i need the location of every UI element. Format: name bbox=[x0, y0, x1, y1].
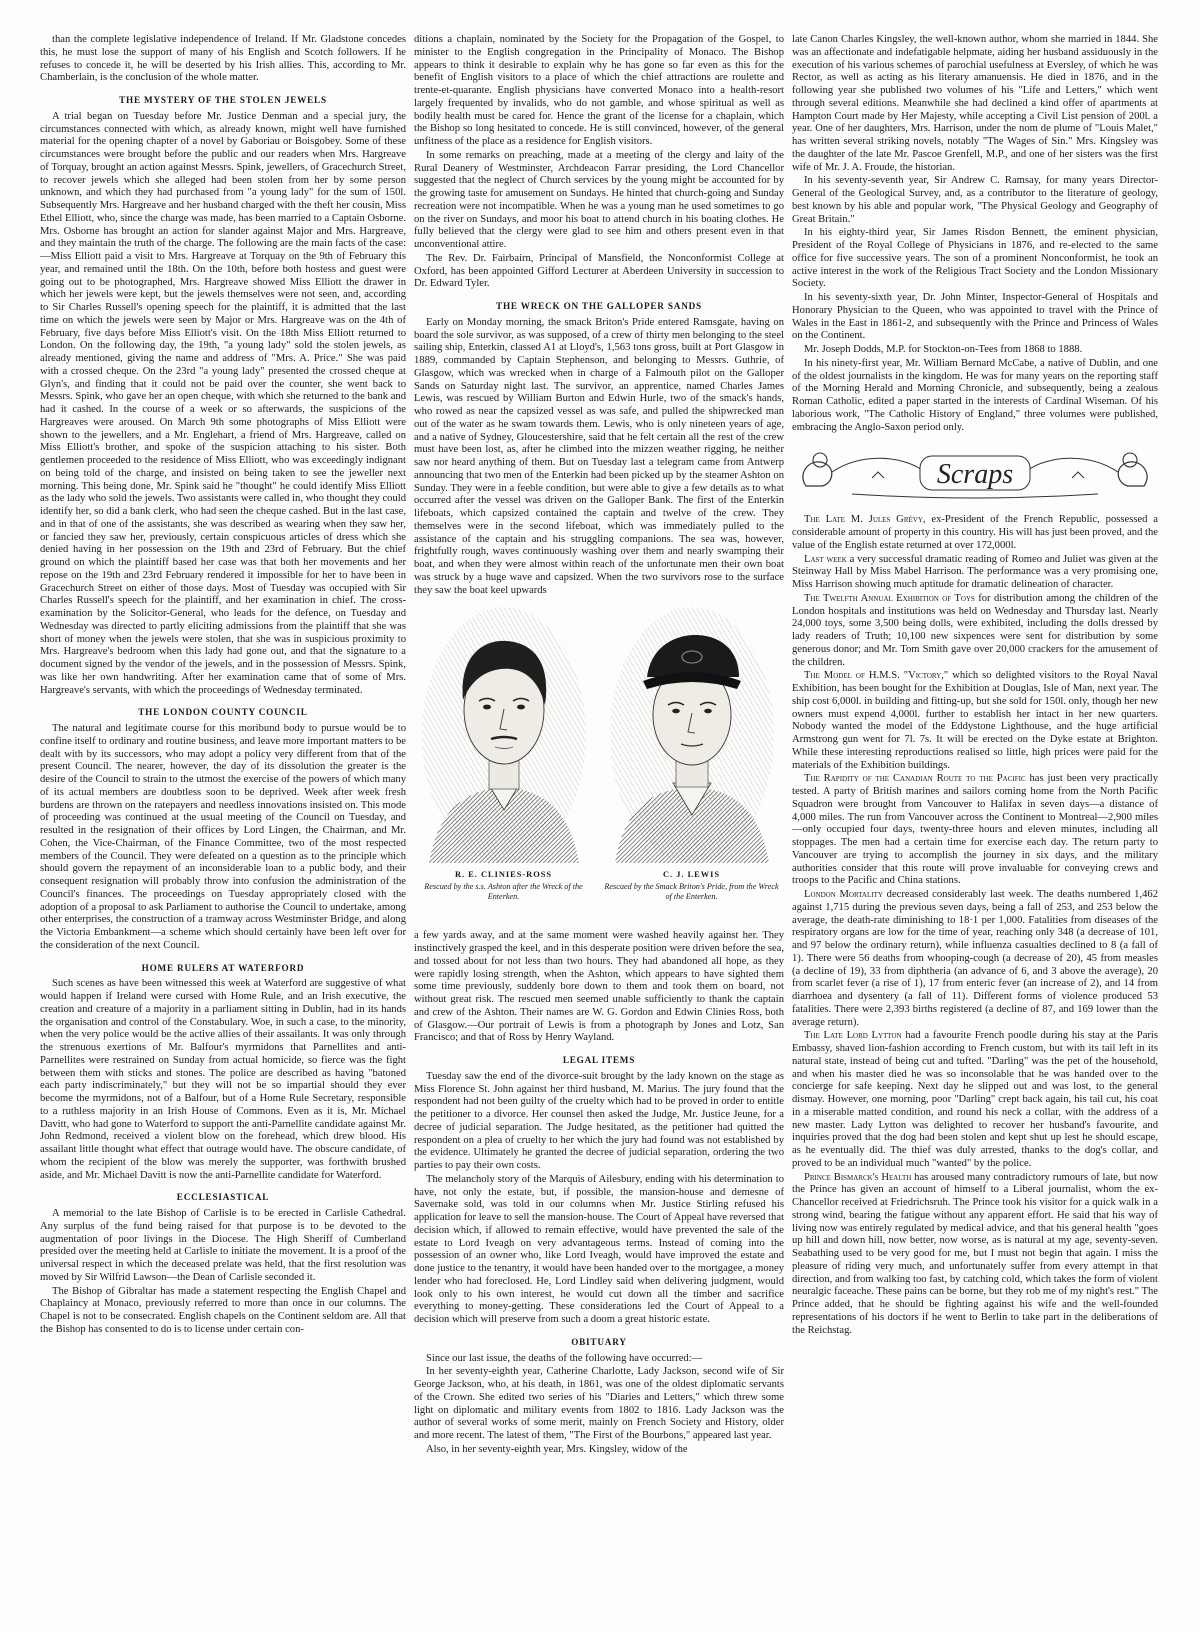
paragraph: A memorial to the late Bishop of Carlisle is to be erected in Carlisle Cathedral. Any surplus of the fund being raised for that purpose is to be devoted to the augmentation of poor livings in the Diocese. The High Sheriff of Cumberland presided over the meeting held at Carlisle to initiate the movement. It is a proof of the universal respect in which the deceased prelate was held, that the first resolution was moved by Sir Wilfrid Lawson—the Dean of Carlisle seconded it. bbox=[40, 1208, 406, 1283]
paragraph: Tuesday saw the end of the divorce-suit brought by the lady known on the stage as Miss Florence St. John against her third husband, M. Marius. The jury found that the respondent had not been guilty of the cruelty which had to be proved in order to entitle the petitioner to a divorce. Her counsel then asked the Judge, Mr. Justice Jeune, for a decree of judicial separation. The Judge hesitated, as the petitioner had quitted the respondent on a plea of cruelty to her which the jury had found was not established by the evidence. Ultimately he granted the decree of judicial separation, ordering the two parties to pay their own costs. bbox=[414, 1070, 784, 1171]
heading-ecclesiastical: ECCLESIASTICAL bbox=[176, 1192, 270, 1203]
scraps-decorative-banner bbox=[792, 442, 1158, 504]
col2-intro bbox=[414, 34, 784, 291]
scrap-item-lead: Last week bbox=[804, 553, 847, 565]
scraps-items bbox=[792, 514, 1158, 1337]
scrap-item-text: has just been very practically tested. A party of British marines and sailors coming home from the North Pacific Squadron were brought from Vancouver to Halifax in seven days—a distance of 4,000 miles. The run from Vancouver across the Continent to Montreal—2,900 miles—only occupied four days, twenty-three hours and eleven minutes, including all stoppages. The men had a certain time for exercise each day. The return party to Vancouver are trying to accomplish the journey in six days, and the military authorities consider that this route will prove invaluable for conveying crews and troops to the Pacific and China stations. bbox=[792, 773, 1158, 887]
scrap-item bbox=[792, 889, 1158, 1029]
article-home-rulers-waterford bbox=[40, 978, 406, 1182]
portrait-illustrations bbox=[414, 605, 784, 920]
paragraph: late Canon Charles Kingsley, the well-known author, whom she married in 1844. She was an affectionate and indefatigable helpmate, aiding her husband assiduously in the execution of his various schemes of parochial usefulness at Eversley, of which he was Rector, as well as acting as his literary amanuensis. He died in 1876, and in the following year she published two volumes of his "Life and Letters," which went through several editions. Meanwhile she had declined a kind offer of apartments at Hampton Court made by Her Majesty, while accepting a Civil List pension of 200l. a year. One of her daughters, Mrs. Harrison, under the nom de plume of "Louis Malet," has written several striking novels, notably "The Wages of Sin." Mrs. Kingsley was the daughter of the late Mr. Pascoe Grenfell, M.P., and one of her sisters was the first wife of Mr. J. A. Froude, the historian. bbox=[792, 34, 1158, 173]
portrait-caption-ross: Rescued by the s.s. Ashton after the Wreck of the Enterken. bbox=[424, 882, 583, 901]
scrap-item bbox=[792, 554, 1158, 592]
article-legal-items bbox=[414, 1071, 784, 1327]
paragraph: In his seventy-sixth year, Dr. John Minter, Inspector-General of Hospitals and Honorary Physician to the Queen, who was appointed to travel with the Prince of Wales in the East in 1861-2, and subsequently with the Prince and Princess of Wales on the Continent. bbox=[792, 292, 1158, 342]
paragraph: In his ninety-first year, Mr. William Bernard McCabe, a native of Dublin, and one of the oldest journalists in the kingdom. He was for many years on the reporting staff of the Morning Herald and Morning Chronicle, and subsequently, being a zealous Roman Catholic, edited a paper started in the interests of Cardinal Wiseman. Of his laborious work, "The Catholic History of England," three volumes were published, embracing the Anglo-Saxon period only. bbox=[792, 357, 1158, 433]
scrap-item-text: which so delighted visitors to the Royal Naval Exhibition, has been bought for the Exhibition at Douglas, Isle of Man, next year. The ship cost 6,000l. in building and fitting-up, but she sold for 150l. only, though her new owners must expend 4,000l. further to establish her intact in her new quarters. Nobody wanted the model of the Eddystone Lighthouse, and the huge artificial Armstrong gun went for 7l. 7s. It will be erected on the Dyke estate at Brighton. While these interesting reproductions realised so little, high prices were paid for the materials of the Exhibition buildings. bbox=[792, 670, 1158, 771]
engraving-portrait-ross bbox=[419, 605, 589, 865]
scrap-item-text: for distribution among the children of the London hospitals and institutions was held on Wednesday and Thursday last. Nearly 24,000 toys, some 3,500 being dolls, were exhibited, including the dolls dressed by lady readers of Truth; 10,100 new sixpences were sent for distribution by some generous donor; and Mr. Tom Smith gave over 20,000 crackers for the amusement of the children. bbox=[792, 592, 1158, 668]
paragraph: Early on Monday morning, the smack Briton's Pride entered Ramsgate, having on board the sole survivor, as was supposed, of a crew of thirty men belonging to the steel sailing ship, Enterkin, classed A1 at Lloyd's, 1,563 tons gross, built at Port Glasgow in 1889, commanded by Captain Stephenson, and belonging to Messrs. Guthrie, of Glasgow, which was wrecked when in charge of a Falmouth pilot on the Galloper Sands on Saturday night last. The survivor, an apprentice, named Charles James Lewis, was rescued by William Burton and Edwin Hurle, two of the smack's hands, who rowed as near the capsized vessel as was safe, and pulled the shipwrecked man out of the water as he swam towards them. Lewis, who is only nineteen years of age, and a native of Sydney, Gloucestershire, said that he felt certain all the rest of the crew must have been lost, as, after he climbed into the mizzen weather rigging, he neither saw nor heard anything of them. But on Tuesday last a telegram came from Antwerp announcing that two men of the Enterkin had been picked up by the steamer Ashton on Sunday. They were in a feeble condition, but were able to give a few details as to what occurred after the vessel was driven on the Galloper Bank. The first of the Enterkin lifeboats, which capsized contained the captain and twelve of the crew. They themselves were in the second lifeboat, which was immediately pulled to the assistance of the captain and his struggling companions. The sea was, however, frightfully rough, waves continuously washing over them and nearly swamping their boat, and when they were almost within reach of the unfortunate men their own boat was struck by a huge wave and capsized. When the two survivors rose to the surface they saw the boat keel upwards bbox=[414, 316, 784, 596]
article-wreck-continued bbox=[414, 930, 784, 1045]
paragraph: In her seventy-eighth year, Catherine Charlotte, Lady Jackson, second wife of Sir George Jackson, who, at his death, in 1861, was one of the oldest diplomatic servants of the Crown. She edited two series of his "Diaries and Letters," which threw some light on diplomatic and military events from 1802 to 1816. Lady Jackson was the author of several works of some merit, mainly on French Society and History, older and more recent. The latest of them, "The First of the Bourbons," appeared last year. bbox=[414, 1366, 784, 1441]
scrap-item-text: has aroused many contradictory rumours of late, but now the Prince has given an account of himself to a Liberal journalist, whom the ex-Chancellor received at Friedrichsruh. The Prince took his visitor for a quick walk in a strong wind, bearing the fatigue without any apparent effort. He said that his way of living now was entirely regulated by medical advice, and that his general health "goes up hill and down hill, now better, now worse, as is natural at my age, seventy-seven. Seabathing used to be very good for me, but I must not begin that again. I miss the pleasure of riding very much, and unfortunately suffer from every attempt in that direction, and from walking too fast, by catching cold, which takes the form of violent neuralgic faceache. These pains can be borne, but they rob me of my night's rest." The Prince added, that he should be fighting against his wife and the well-founded representations of his doctors if he went to Berlin to take part in the deliberations of the Reichstag. bbox=[792, 1171, 1158, 1336]
paragraph: The Rev. Dr. Fairbairn, Principal of Mansfield, the Nonconformist College at Oxford, has been appointed Gifford Lecturer at Aberdeen University in succession to Dr. Edward Tyler. bbox=[414, 252, 784, 290]
scrap-item-lead: The Twelfth Annual Exhibition of Toys bbox=[804, 592, 975, 604]
paragraph: The Bishop of Gibraltar has made a statement respecting the English Chapel and Chaplaincy at Monaco, previously referred to more than once in our columns. The Chapel is not to be consecrated. English chapels on the Continent seldom are. All that the Bishop has consented to do is to license under certain con- bbox=[40, 1285, 406, 1335]
article-wreck-galloper bbox=[414, 317, 784, 598]
paragraph: Such scenes as have been witnessed this week at Waterford are suggestive of what would happen if Ireland were cursed with Home Rule, and an Irish executive, the creation and creature of a majority in a parliament sitting in Dublin, had in its hands the organisation and control of the Constabulary. Woe, in such a case, to the minority, when the very police would be the active allies of their assailants. It was only through the strenuous exertions of Mr. Balfour's myrmidons that Parnellites and anti-Parnellites were restrained on Sunday from actual homicide, so fierce was the fight between them with sticks and stones. The police are described as having "batoned each party indiscriminately," but they will not be so impartial should they ever become the myrmidons, not of a Balfour, but of a Home Rule Secretary, responsible to a ruthless majority in an Irish House of Commons. Even as it is, Mr. Michael Davitt, who had gone to Waterford to support the anti-Parnellite candidate against Mr. John Redmond, received a violent blow on the forehead, which drew blood. His assailant little thought what effect that outrage would have. The obscure candidate, of whom the recipient of the blow was merely the supporter, was forthwith brushed aside, and Mr. Michael Davitt is now the anti-Parnellite candidate for Waterford. bbox=[40, 978, 406, 1181]
engraving-portrait-lewis bbox=[607, 605, 777, 865]
article-ecclesiastical bbox=[40, 1208, 406, 1337]
scrap-item bbox=[792, 514, 1158, 552]
paragraph: a few yards away, and at the same moment were washed heavily against her. They instinctively grasped the keel, and in this desperate position were driven before the sea, and tossed about for not less than two hours. They had abandoned all hope, as they were rapidly losing strength, when the Ashton, which appears to have sighted them some time previously, suddenly bore down to them and took them on board, not without great risk. The rescued men seemed unable sufficiently to thank the captain and crew of the Ashton. Their names are W. G. Gordon and Edwin Clinies Ross, both of Glasgow.—Our portrait of Lewis is from a photograph by Jones and Lotz, San Francisco; and that of Ross by Henry Wayland. bbox=[414, 930, 784, 1044]
scrap-item-lead: Prince Bismarck's Health bbox=[804, 1171, 912, 1183]
paragraph: Mr. Joseph Dodds, M.P. for Stockton-on-Tees from 1868 to 1888. bbox=[804, 344, 1083, 355]
paragraph: than the complete legislative independence of Ireland. If Mr. Gladstone concedes this, he must lose the support of many of his English and Scotch followers. If he refuses to concede it, he will be deserted by his Irish allies. This, according to Mr. Chamberlain, is the conclusion of the whole matter. bbox=[40, 34, 406, 84]
scrap-item-lead: The Model of H.M.S. "Victory," bbox=[804, 670, 949, 682]
heading-london-county-council: THE LONDON COUNTY COUNCIL bbox=[138, 707, 308, 718]
paragraph: The natural and legitimate course for this moribund body to pursue would be to confine itself to ordinary and routine business, and leave more important matters to be dealt with by its successors, who may adopt a policy very different from that of the present Council. The nearer, however, the day of its dissolution the greater is the desire of the Council to strain to the utmost the exercise of the powers of which many of its actual members are doubtless soon to be deprived. Week after week fresh burdens are thrown on the ratepayers and needless innovations insisted on. This mode of proceeding was continued at the usual meeting of the Council on Tuesday, and resulted in the resignation of their offices by Lord Lingen, the Chairman, and Mr. Cohen, the Vice-Chairman, of the Finance Committee, two of the most respected members of the Council. They were defeated on a question as to the principle which should govern the repayment of an inconsiderable loan to a public body, and their consequent resignation will probably throw into confusion the administration of the Council's finances. The proceedings on Tuesday appropriately closed with the adoption of a proposal to ask Parliament to authorise the Council to undertake, among other enterprises, the construction of a tramway across Westminster Bridge, and along the Victoria Embankment—a scheme which should certainly have been left over for the consideration of the next Council. bbox=[40, 723, 406, 951]
scrap-item-lead: London Mortality bbox=[804, 889, 883, 900]
paragraph: Also, in her seventy-eighth year, Mrs. Kingsley, widow of the bbox=[426, 1443, 688, 1455]
heading-stolen-jewels: THE MYSTERY OF THE STOLEN JEWELS bbox=[119, 95, 327, 105]
column-middle bbox=[414, 34, 784, 1626]
article-london-county-council bbox=[40, 723, 406, 953]
scrap-item-text: ex-President of the French Republic, possessed a considerable amount of property in this country. His will has just been proved, and the value of the English estate returned at over 172,000l. bbox=[792, 514, 1158, 551]
scrap-item-lead: The Rapidity of the Canadian Route to the Pacific bbox=[804, 773, 1026, 785]
scrap-item bbox=[792, 773, 1158, 888]
portrait-name-lewis: C. J. LEWIS bbox=[662, 870, 721, 880]
heading-wreck-galloper: THE WRECK ON THE GALLOPER SANDS bbox=[496, 301, 702, 311]
paragraph: Since our last issue, the deaths of the following have occurred:— bbox=[426, 1352, 703, 1364]
paragraph: The melancholy story of the Marquis of Ailesbury, ending with his determination to have, not only the estate, but, if possible, the mansion-house and demesne of Savernake sold, was told in our columns when Mr. Justice Stirling refused his application for leave to sell the mansion-house. The Court of Appeal have reversed that decision which, if allowed to remain effective, would have prevented the sale of the estate to Lord Iveagh on very advantageous terms. Instead of coming into the possession of an owner who, like Lord Iveagh, would have improved the estate and done justice to the tenantry, it would have been handed over to the mortgagee, a money lender who had foreclosed. He, Lord Lindley said when delivering judgment, would look only to his own interest, he would cut down all the timber and sacrifice everything to money-getting. These considerations led the Court of Appeal to a decision which will preserve from such a doom a great historic estate. bbox=[414, 1173, 784, 1325]
paragraph: In his seventy-seventh year, Sir Andrew C. Ramsay, for many years Director-General of the Geological Survey, and, as a contributor to the literature of geology, best known by his able and popular work, "The Physical Geology and Geography of Great Britain." bbox=[792, 175, 1158, 225]
scrap-item-lead: The Late M. Jules Grévy, bbox=[804, 514, 926, 526]
scrap-item bbox=[792, 1030, 1158, 1170]
scrap-item bbox=[792, 1172, 1158, 1338]
heading-legal-items: LEGAL ITEMS bbox=[562, 1055, 636, 1065]
article-obituary bbox=[414, 1353, 784, 1457]
col1-intro bbox=[40, 34, 406, 85]
column-left bbox=[40, 34, 406, 1626]
scrap-item-lead: The Late Lord Lytton bbox=[804, 1030, 902, 1042]
portrait-clinies-ross bbox=[416, 605, 591, 901]
scrap-item bbox=[792, 670, 1158, 772]
article-stolen-jewels bbox=[40, 111, 406, 698]
paragraph: ditions a chaplain, nominated by the Society for the Propagation of the Gospel, to minister to the English congregation in the Principality of Monaco. The Bishop appears to think it desirable to explain why he has gone so far even as this for the benefit of English visitors to a place of which the chief attractions are roulette and trente-et-quarante. English physicians have converted Monaco into a health-resort largely frequented by invalids, who do not gamble, and whose spiritual as well as bodily health must be cared for. Hence the grant of the license for a chaplain, which the Bishop so long hesitated to concede. He is still convinced, however, of the general unfitness of the place as a residence for English visitors. bbox=[414, 34, 784, 147]
column-right bbox=[792, 34, 1158, 1626]
scraps-title: Scraps bbox=[936, 459, 1014, 491]
scrap-item-text: a very successful dramatic reading of Romeo and Juliet was given at the Steinway Hall by Miss Mabel Harrison. The performance was a very promising one, Miss Harrison showing much aptitude for dramatic delineation of character. bbox=[792, 553, 1158, 590]
col3-obituary-continued bbox=[792, 34, 1158, 434]
scrap-item bbox=[792, 593, 1158, 670]
heading-home-rulers-waterford: HOME RULERS AT WATERFORD bbox=[141, 962, 305, 973]
paragraph: In his eighty-third year, Sir James Risdon Bennett, the eminent physician, President of the Royal College of Physicians in 1876, and re-elected to the same office for five successive years. The son of a prominent Nonconformist, he took an active interest in the work of the Religious Tract Society and the London Missionary Society. bbox=[792, 227, 1158, 290]
scrap-item-text: had a favourite French poodle during his stay at the Paris Embassy, shaved lion-fashion according to French custom, but with its tail left in its natural state, instead of being cut and tufted. "Darling" was the pet of the household, and when his master died he was so inconsolable that he was handed over to the concierge for safe keeping. Next day he slipped out and was lost, to the general dismay. However, one morning, poor "Darling" crept back again, his tail cut, his coat in a miserable matted condition, and round his neck a collar, with the address of a new master. Lady Lytton was delighted to recover her husband's favourite, and inquiries proved that the dog had been stolen and kept shut up lest he should escape, as he eventually did. The thief was duly arrested, thanks to the dog's collar, and proved to be an individual much "wanted" by the police. bbox=[792, 1030, 1158, 1169]
paragraph: In some remarks on preaching, made at a meeting of the clergy and laity of the Rural Deanery of Westminster, Archdeacon Farrar presiding, the Lord Chancellor suggested that the neglect of Church services by the young might be accounted for by the growing taste for amusement on Sundays. He hinted that church-going and Sunday recreation were not incompatible. When he was a young man he used sometimes to go on the river on Sundays, and moor his boat to attend church in his boating clothes. He fully believed that the clergy were glad to see him and others present even in that unconventional attire. bbox=[414, 149, 784, 250]
scraps-banner bbox=[792, 442, 1158, 504]
heading-obituary: OBITUARY bbox=[571, 1336, 627, 1347]
portrait-caption-lewis: Rescued by the Smack Briton's Pride, from the Wreck of the Enterken. bbox=[604, 882, 779, 901]
scrap-item-text: decreased considerably last week. The deaths numbered 1,462 against 1,715 during the previous seven days, being a fall of 253, and 253 below the average, the death-rate diminishing to 18·1 per 1,000. Fatalities from diseases of the respiratory organs are low for the time of year, reaching only 348 (a decrease of 101, and 97 below the ordinary return), while influenza casualties declined to 8 (a fall of 1). There were 56 deaths from whooping-cough (a decrease of 20), 45 from measles (a decline of 19), 33 from diphtheria (an advance of 6, and 3 above the average), 20 from scarlet fever (a rise of 1), 17 from enteric fever (an increase of 2), and 14 from diarrhoea and dysentery (a fall of 11). Different forms of violence produced 53 fatalities. There were 2,393 births registered (a decline of 87, and 169 lower than the average return). bbox=[792, 889, 1158, 1028]
portrait-lewis bbox=[604, 605, 779, 901]
paragraph: A trial began on Tuesday before Mr. Justice Denman and a special jury, the circumstances connected with which, as already known, might well have furnished material for the opening chapter of a novel by Gaboriau or Boisgobey. Some of these circumstances were brought before the public and our readers when Mrs. Hargreave of Torquay, brought an action against Messrs. Spink, jewellers, of Gracechurch Street, to recover jewels which she alleged had been stolen from her by some person unknown, and which they had purchased from "a young lady" for the sum of 150l. Subsequently Mrs. Hargreave and her husband charged with the theft her cousin, Miss Ethel Elliott, who, since the charge was made, has been married to a Captain Osborne. Mrs. Osborne has brought an action for slander against Major and Mrs. Hargreave, and they maintain the truth of the charge. The following are the main facts of the case:—Miss Elliott paid a visit to Mrs. Hargreave at Torquay on the 9th of February this year, and remained until the 18th. On the 10th, before both hostess and guest were going out to be photographed, Mrs. Hargreave showed Miss Elliott the drawer in which her jewels were kept, but the jewels themselves were not seen, and, according to Sir Charles Russell's opening speech for the plaintiff, it is admitted that the last time on which the jewels were seen by Major or Mrs. Hargreave was on the 4th of February, five days before Miss Elliott's visit. On the 18th Miss Elliott returned to London. On the following day, the 19th, "a young lady" sold the stolen jewels, as already mentioned, giving the name and address of "Mrs. A. Price." She was paid with a crossed cheque. On the 23rd "a young lady" presented the crossed cheque at Glyn's, and finding that it could not be paid over the counter, she went back to Messrs. Spink, who gave her an open cheque, with which she returned to the bank and had it cashed. In the course of a week or so afterwards, the suspicions of the Hargreaves were aroused. On March 9th some photographs of Miss Elliott were shown to the jewellers, and a Mr. Englehart, a friend of Mrs. Hargreave, called on Miss Elliott's brother, and spoke of the suspicion attaching to his sister. Both gentlemen proceeded to the residence of Miss Elliott, who was exceedingly indignant on being told of the charge, and insisted on being taken to see the jeweller next morning. This being done, Mr. Spink said he "thought" he could identify Miss Elliott as the lady who sold the jewels. Two assistants were called in, who thought they could identify her, so did a bank clerk, who had seen the cheque cashed. But in the last case, and in that of one of the assistants, she was described as wearing when they saw her, or fancied they saw her, previously, certain conspicuous articles of dress which she denied having in her possession on the 19th and 23rd of February. But the chief ground on which the plaintiff based her case was that both her movements and her repose on the 19th and 23rd February rendered it impossible for her to have been in Gracechurch Street on either of those days. Most of Tuesday was occupied with Sir Charles Russell's speech for the plaintiff, and her examination in chief. The cross-examination by the Solicitor-General, who leads for the defence, on Tuesday and Wednesday was directed to partly eliciting admissions from the plaintiff that she was short of money when the jewels were stolen, that she was in suspicious proximity to Mrs. Hargreave's bedroom when this lady had gone out, and that the signature to a document signed by the vendor of the jewels, and in the possession of Messrs. Spink, was like her own handwriting. After her examination came that of some of Mrs. Hargreave's servants, with which the proceedings of Wednesday terminated. bbox=[40, 110, 406, 696]
portrait-name-ross: R. E. CLINIES-ROSS bbox=[454, 870, 553, 880]
